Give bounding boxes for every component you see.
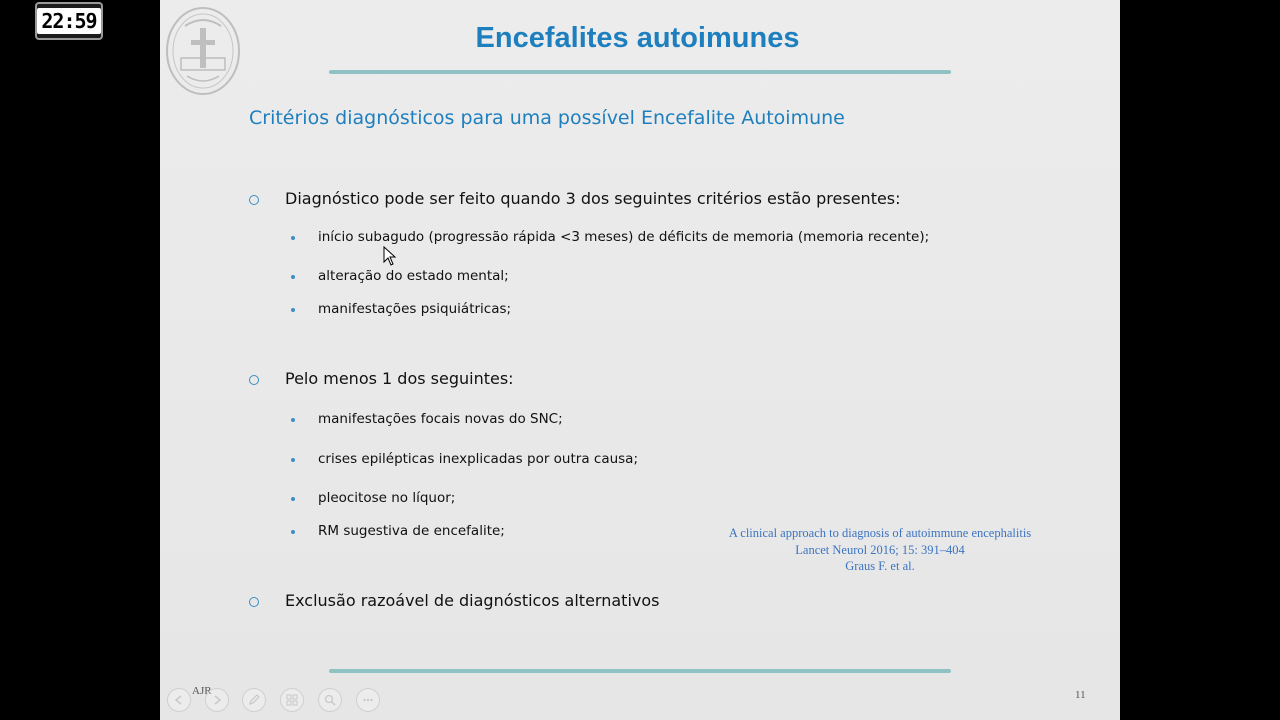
clock-time: 22:59	[37, 8, 100, 34]
dot-bullet-icon	[291, 236, 295, 240]
dot-bullet-icon	[291, 458, 295, 462]
circle-bullet-icon	[249, 195, 259, 205]
dot-bullet-icon	[291, 418, 295, 422]
zoom-button[interactable]	[318, 688, 342, 712]
citation-authors: Graus F. et al.	[845, 559, 915, 573]
clock-overlay	[35, 2, 103, 40]
citation-journal: Lancet Neurol 2016; 15: 391–404	[795, 542, 965, 557]
more-options-button[interactable]	[356, 688, 380, 712]
slide-title: Encefalites autoimunes	[475, 22, 800, 54]
slides-grid-icon	[286, 694, 298, 706]
circle-bullet-icon	[249, 375, 259, 385]
zoom-icon	[324, 694, 336, 706]
mouse-cursor-icon	[383, 246, 397, 267]
presentation-slide	[160, 0, 1120, 720]
more-options-icon	[362, 694, 374, 706]
dot-bullet-icon	[291, 308, 295, 312]
list-item-text: RM sugestiva de encefalite;	[318, 523, 505, 539]
next-slide-button[interactable]	[205, 688, 229, 712]
section-heading: Diagnóstico pode ser feito quando 3 dos seguintes critérios estão presentes:	[285, 189, 901, 208]
section-heading: Exclusão razoável de diagnósticos alternativos	[285, 591, 660, 610]
pen-tool-button[interactable]	[242, 688, 266, 712]
citation-reference	[700, 525, 1060, 575]
list-item-text: crises epilépticas inexplicadas por outra causa;	[318, 451, 638, 467]
list-item-text: início subagudo (progressão rápida <3 meses) de déficits de memoria (memoria recente);	[318, 229, 930, 245]
citation-title: A clinical approach to diagnosis of autoimmune encephalitis	[728, 526, 1032, 540]
circle-bullet-icon	[249, 597, 259, 607]
slide-subtitle: Critérios diagnósticos para uma possível Encefalite Autoimune	[249, 107, 845, 129]
next-arrow-icon	[211, 694, 223, 706]
author-initials: AJR	[192, 685, 212, 697]
footer-divider	[329, 669, 951, 673]
dot-bullet-icon	[291, 530, 295, 534]
list-item-text: manifestações psiquiátricas;	[318, 301, 512, 317]
dot-bullet-icon	[291, 497, 295, 501]
section-heading: Pelo menos 1 dos seguintes:	[285, 369, 514, 388]
list-item-text: pleocitose no líquor;	[318, 490, 456, 506]
previous-arrow-icon	[173, 694, 185, 706]
list-item-text: manifestações focais novas do SNC;	[318, 411, 563, 427]
title-divider	[329, 70, 951, 74]
slide-number: 11	[1075, 689, 1086, 701]
list-item-text: alteração do estado mental;	[318, 268, 509, 284]
see-all-slides-button[interactable]	[280, 688, 304, 712]
dot-bullet-icon	[291, 275, 295, 279]
pen-icon	[248, 694, 260, 706]
university-seal-icon	[165, 6, 241, 96]
previous-slide-button[interactable]	[167, 688, 191, 712]
